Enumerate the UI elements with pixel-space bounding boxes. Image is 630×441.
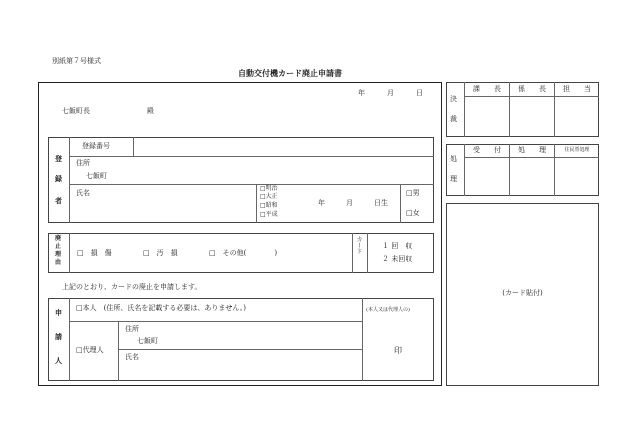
date-month: 月: [387, 89, 394, 97]
approval-char-1: 決: [450, 95, 457, 103]
birth-month: 月: [346, 199, 353, 207]
seal-header: (本人又は代理人の): [366, 307, 410, 313]
gender-male[interactable]: □男: [406, 189, 420, 197]
approval-char-2: 裁: [450, 115, 457, 123]
gender-female[interactable]: □女: [406, 209, 420, 217]
era-heisei[interactable]: □平成: [260, 211, 278, 218]
applicant-proxy-option[interactable]: □代理人: [76, 346, 104, 354]
form-title: 自動交付機カード廃止申請書: [238, 69, 342, 78]
card-collected[interactable]: １ 回 収: [382, 242, 413, 250]
card-not-collected[interactable]: ２ 未回収: [382, 255, 413, 263]
processing-char-2: 理: [450, 175, 457, 183]
applicant-char-2: 請: [55, 333, 62, 341]
reason-char-4: 由: [55, 259, 62, 266]
registration-char-3: 者: [55, 197, 62, 205]
applicant-name-label: 氏名: [125, 353, 139, 361]
birth-year: 年: [318, 199, 325, 207]
registration-number-label: 登録番号: [82, 142, 110, 150]
applicant-address-value[interactable]: 七飯町: [137, 337, 158, 345]
request-statement: 上記のとおり、カードの廃止を申請します。: [62, 283, 202, 291]
reason-char-3: 理: [55, 251, 62, 258]
seal-mark: 印: [394, 346, 402, 355]
approval-col-section-chief: 課 長: [473, 85, 501, 93]
reason-char-1: 廃: [55, 235, 62, 242]
era-showa[interactable]: □昭和: [260, 202, 278, 209]
date-day: 日: [416, 89, 423, 97]
addressee-honorific: 殿: [147, 107, 154, 115]
approval-col-subsection-chief: 係 長: [518, 85, 546, 93]
processing-col-reception: 受 付: [473, 146, 501, 154]
processing-char-1: 処: [450, 155, 457, 163]
era-meiji[interactable]: □明治: [260, 185, 278, 192]
applicant-self-option[interactable]: □本人 (住所、氏名を記載する必要は、ありません。): [76, 304, 246, 312]
applicant-char-3: 人: [55, 357, 62, 365]
era-taisho[interactable]: □大正: [260, 193, 278, 200]
reason-damaged[interactable]: □ 損 傷: [77, 249, 112, 257]
registration-char-1: 登: [55, 155, 62, 163]
card-attach-label: (カード貼付): [502, 289, 543, 297]
processing-col-resident-record: 住民票処理: [564, 147, 590, 153]
reason-char-2: 止: [55, 243, 62, 250]
registration-char-2: 録: [55, 175, 62, 183]
registration-address-value[interactable]: 七飯町: [86, 172, 107, 180]
registration-name-label: 氏名: [76, 189, 90, 197]
addressee-name: 七飯町長: [62, 107, 90, 115]
date-year: 年: [358, 89, 365, 97]
card-label: カード: [355, 236, 362, 254]
reason-soiled[interactable]: □ 汚 損: [143, 249, 178, 257]
processing-col-processing: 処 理: [518, 146, 546, 154]
reason-other[interactable]: □ その他( ): [209, 249, 278, 257]
form-id: 別紙第７号様式: [52, 57, 101, 65]
registration-address-label: 住所: [76, 159, 90, 167]
birth-day: 日生: [374, 199, 388, 207]
applicant-address-label: 住所: [125, 325, 139, 333]
applicant-char-1: 申: [55, 309, 62, 317]
approval-col-staff: 担 当: [563, 85, 591, 93]
